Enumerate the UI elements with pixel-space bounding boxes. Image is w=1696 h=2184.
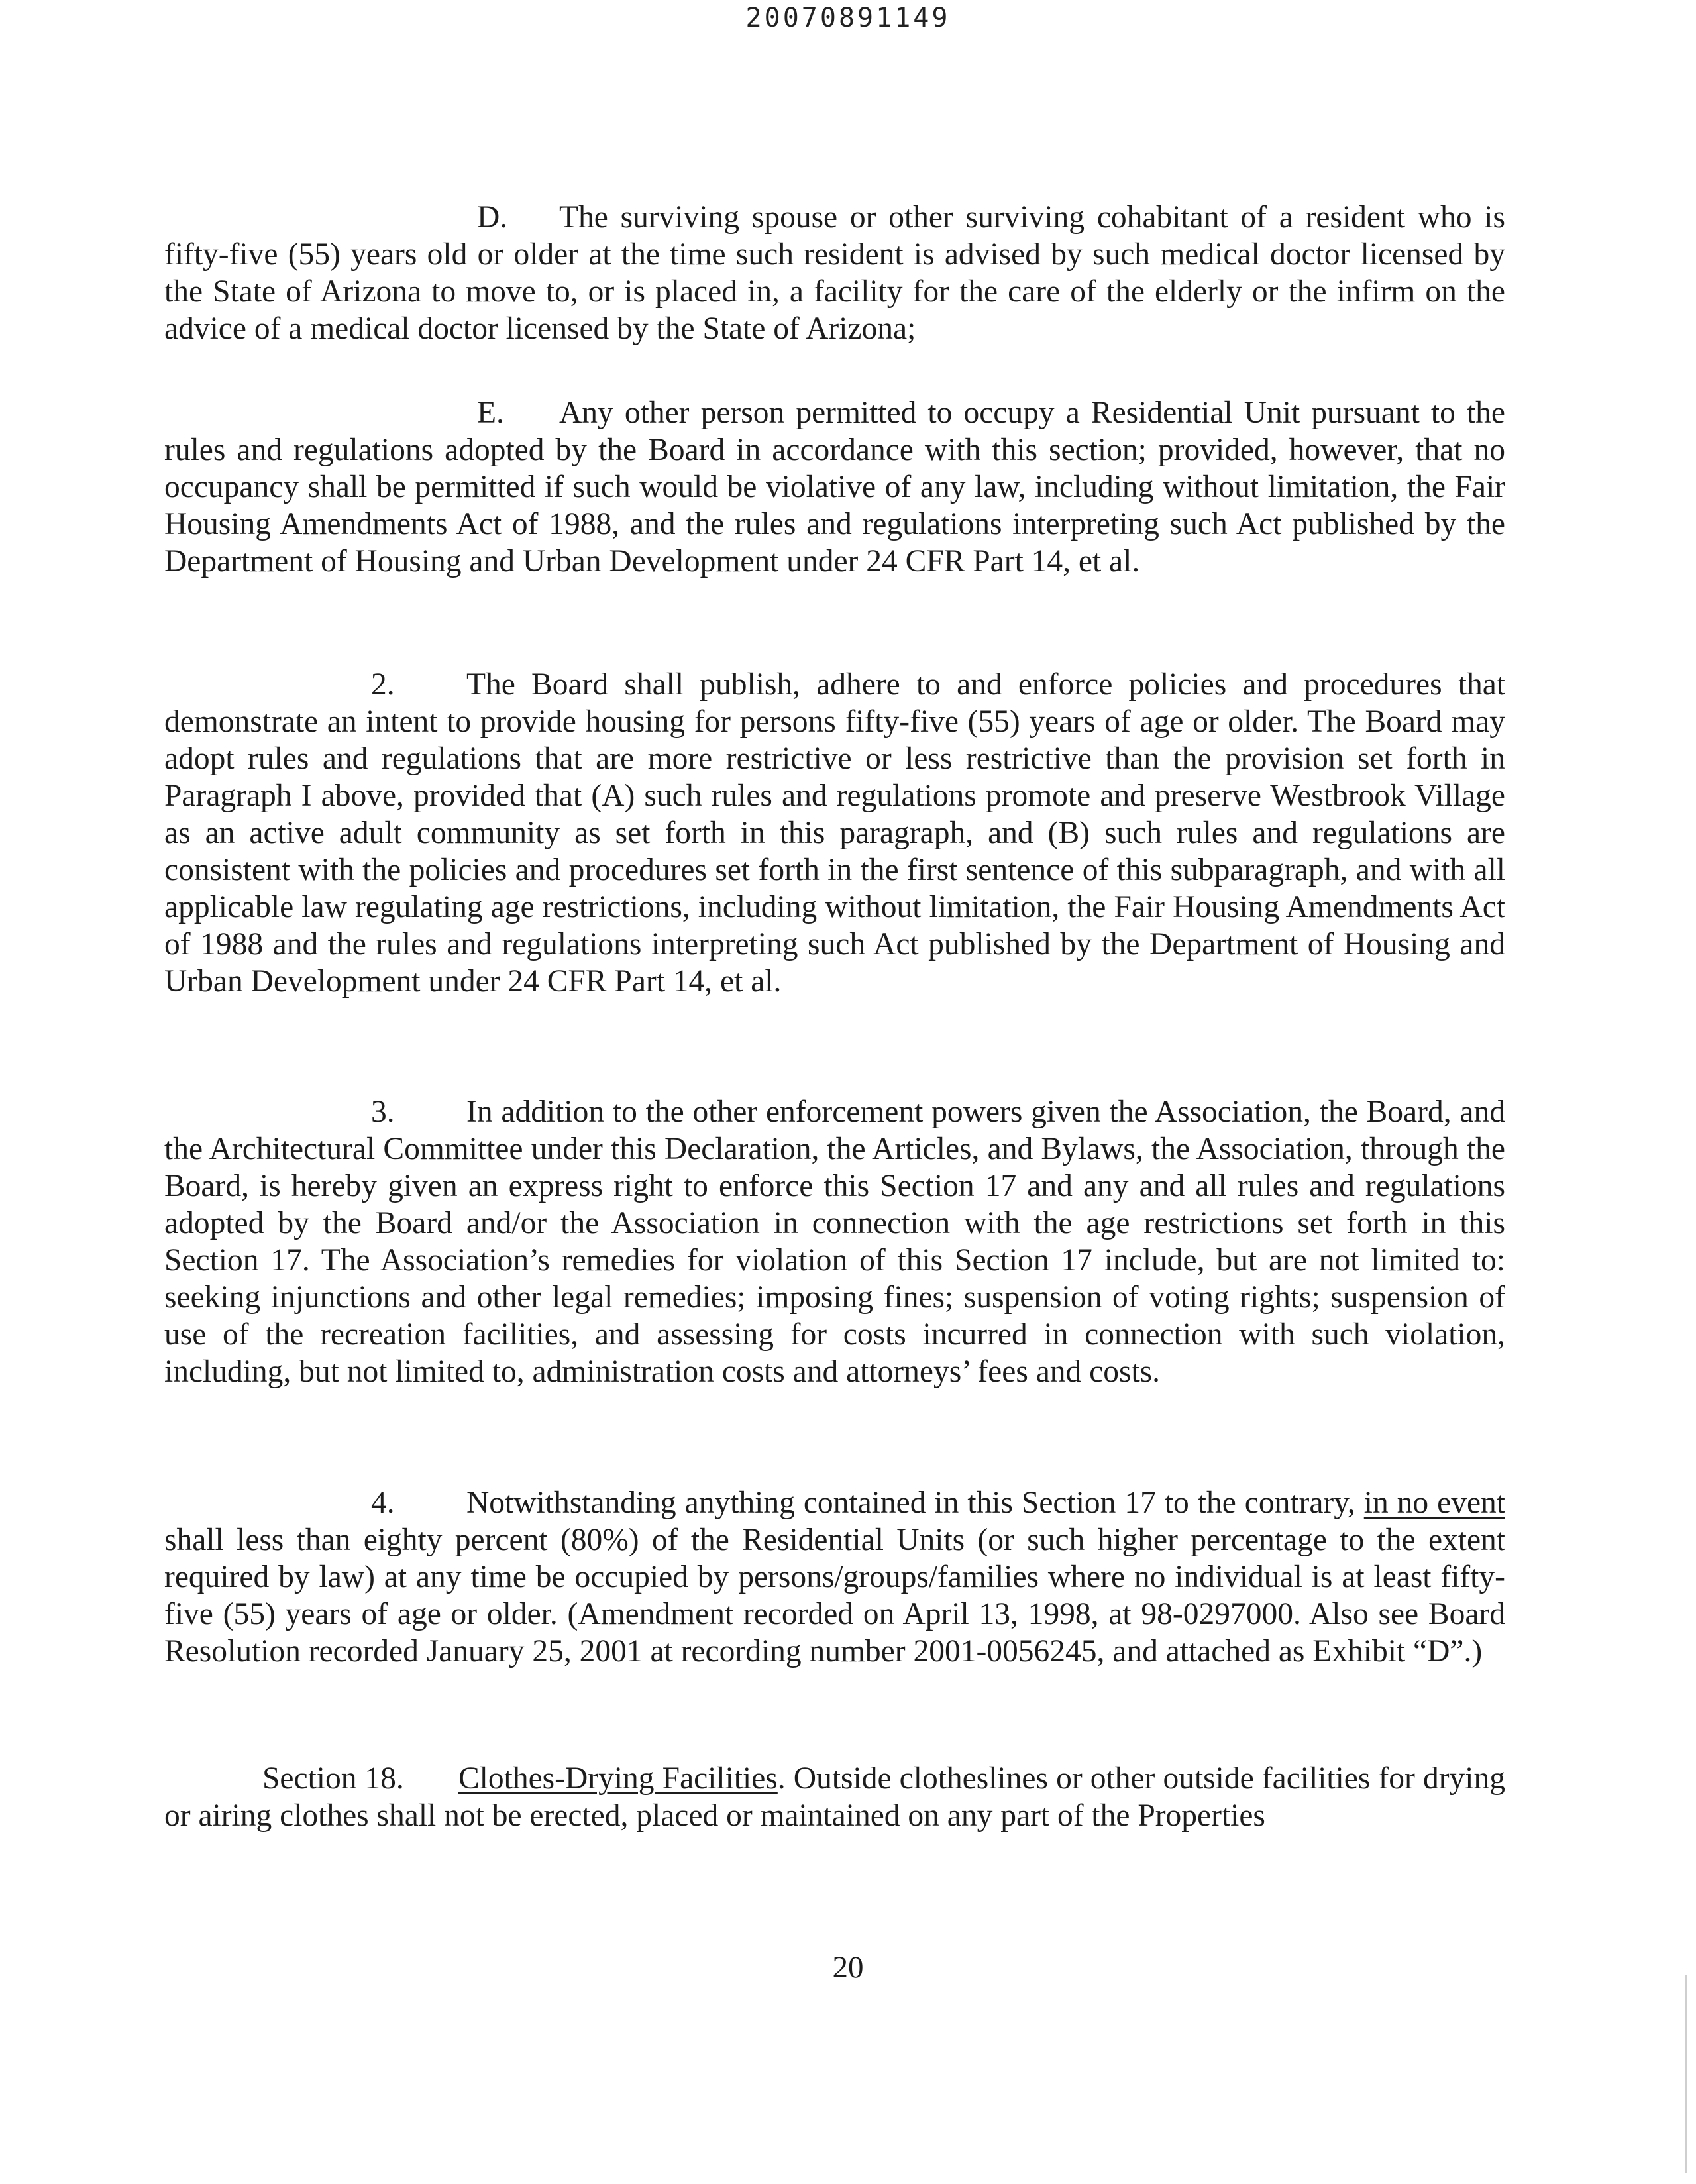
paragraph-4-emphasis: in no event bbox=[1363, 1486, 1505, 1520]
paragraph-3-marker: 3. bbox=[371, 1095, 395, 1129]
recording-number: 20070891149 bbox=[745, 3, 951, 33]
paragraph-2-marker: 2. bbox=[371, 667, 395, 702]
paragraph-e-text: Any other person permitted to occupy a Residential Unit pursuant to the rules and regulations adopted by the Board in accordance with this section; provided, however, that no occupancy shall be permitted if such would be violative of any law, including without limitation, the Fair Housing Amendments Act of 1988, and the rules and regulations interpreting such Act published by the Department of Housing and Urban Development under 24 CFR Part 14, et al. bbox=[164, 396, 1505, 578]
paragraph-d-text: The surviving spouse or other surviving cohabitant of a resident who is fifty-five (55) years old or older at the time such resident is advised by such medical doctor licensed by the State of Arizona to move to, or is placed in, a facility for the care of the elderly or the infirm on the advice of a medical doctor licensed by the State of Arizona; bbox=[164, 200, 1505, 346]
paragraph-d bbox=[164, 199, 1505, 347]
paragraph-3-text: In addition to the other enforcement powers given the Association, the Board, and the Architectural Committee under this Declaration, the Articles, and Bylaws, the Association, through the Board, is hereby given an express right to enforce this Section 17 and any and all rules and regulations adopted by the Board and/or the Association in connection with the age restrictions set forth in this Section 17. The Association’s remedies for violation of this Section 17 include, but are not limited to: seeking injunctions and other legal remedies; imposing fines; suspension of voting rights; suspension of use of the recreation facilities, and assessing for costs incurred in connection with such violation, including, but not limited to, administration costs and attorneys’ fees and costs. bbox=[164, 1095, 1505, 1389]
paragraph-4-text-before: Notwithstanding anything contained in this Section 17 to the contrary, bbox=[466, 1486, 1355, 1520]
section-18 bbox=[164, 1760, 1505, 1834]
page-number: 20 bbox=[832, 1950, 864, 1985]
paragraph-4-text-after: shall less than eighty percent (80%) of the Residential Units (or such higher percentage to the extent required by law) at any time be occupied by persons/groups/families where no individual is at least fifty-five (55) years of age or older. (Amendment recorded on April 13, 1998, at 98-0297000. Also see Board Resolution recorded January 25, 2001 at recording number 2001-0056245, and attached as Exhibit “D”.) bbox=[164, 1523, 1505, 1668]
paragraph-e bbox=[164, 394, 1505, 580]
paragraph-e-marker: E. bbox=[477, 396, 504, 430]
scan-edge-line bbox=[1685, 1975, 1687, 2173]
paragraph-2-text: The Board shall publish, adhere to and enforce policies and procedures that demonstrate an intent to provide housing for persons fifty-five (55) years of age or older. The Board may adopt rules and regulations that are more restrictive or less restrictive than the provision set forth in Paragraph I above, provided that (A) such rules and regulations promote and preserve Westbrook Village as an active adult community as set forth in this paragraph, and (B) such rules and regulations are consistent with the policies and procedures set forth in the first sentence of this subparagraph, and with all applicable law regulating age restrictions, including without limitation, the Fair Housing Amendments Act of 1988 and the rules and regulations interpreting such Act published by the Department of Housing and Urban Development under 24 CFR Part 14, et al. bbox=[164, 667, 1505, 999]
section-18-title: Clothes-Drying Facilities bbox=[458, 1761, 778, 1796]
paragraph-3 bbox=[164, 1093, 1505, 1390]
paragraph-d-marker: D. bbox=[477, 200, 508, 235]
paragraph-4-marker: 4. bbox=[371, 1486, 395, 1520]
paragraph-4 bbox=[164, 1484, 1505, 1670]
paragraph-2 bbox=[164, 666, 1505, 1000]
section-18-text: . Outside clotheslines or other outside facilities for drying or airing clothes shall not be erected, placed or maintained on any part of the Properties bbox=[164, 1761, 1505, 1833]
section-18-label: Section 18. bbox=[262, 1761, 404, 1796]
